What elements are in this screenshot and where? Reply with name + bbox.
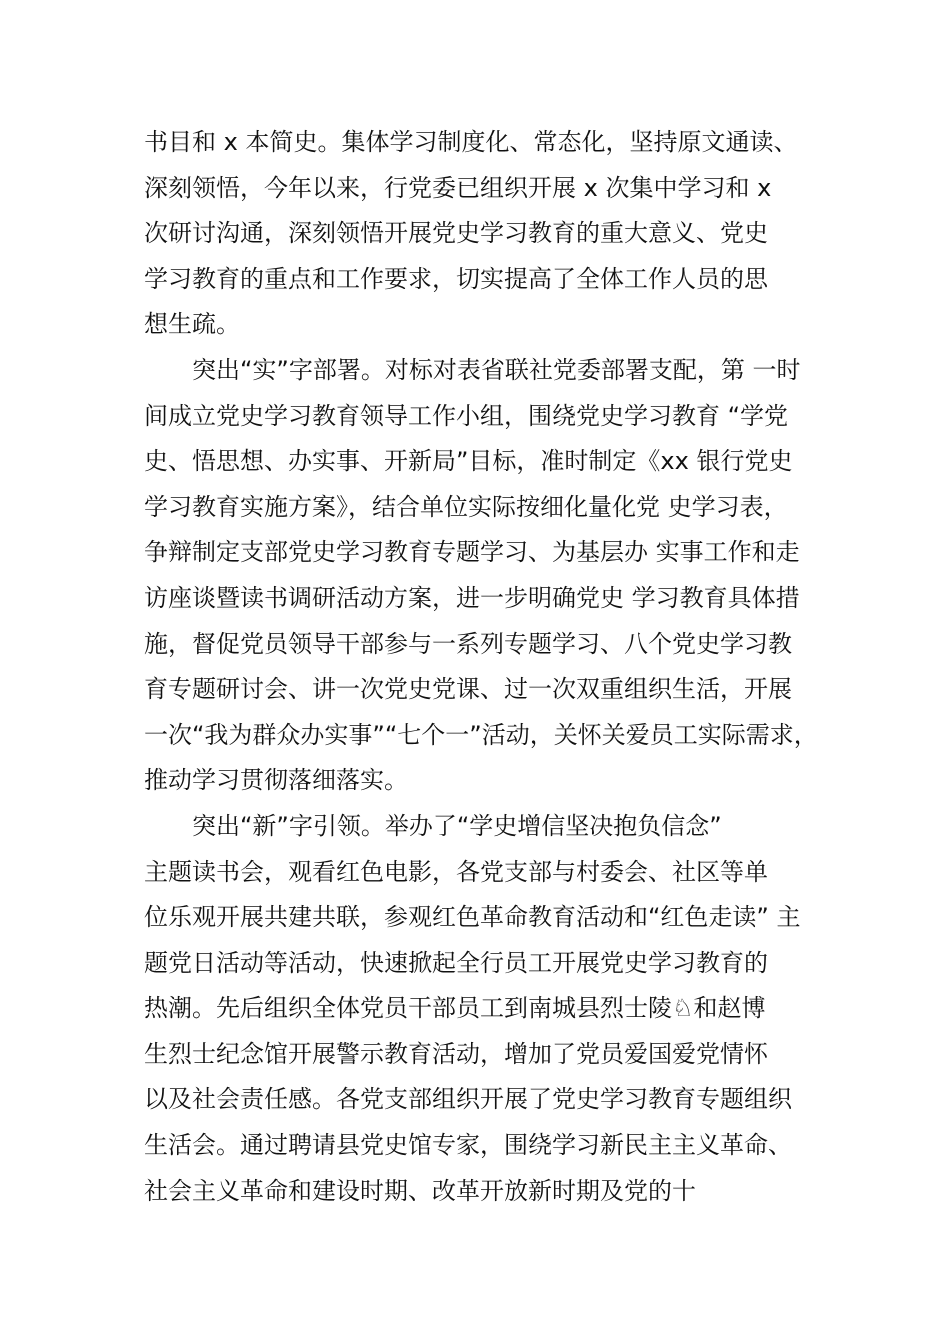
text-line: 访座谈暨读书调研活动方案，进一步明确党史 学习教育具体措 — [144, 583, 800, 612]
text-line: 学习教育的重点和工作要求，切实提高了全体工作人员的思 — [144, 264, 768, 293]
paragraph-first-line: 突出“实”字部署。对标对表省联社党委部署支配，第 一时 — [192, 355, 801, 384]
text-line: 史、悟思想、办实事、开新局”目标，准时制定《xx 银行党史 — [144, 447, 793, 476]
text-line: 书目和 x 本简史。集体学习制度化、常态化，坚持原文通读、 — [144, 128, 798, 156]
text-line: 主题读书会，观看红色电影，各党支部与村委会、社区等单 — [144, 857, 768, 886]
text-line: 题党日活动等活动，快速掀起全行员工开展党史学习教育的 — [144, 948, 768, 977]
text-line: 深刻领悟，今年以来，行党委已组织开展 x 次集中学习和 x — [144, 173, 772, 202]
text-line: 生活会。通过聘请县党史馆专家，围绕学习新民主主义革命、 — [144, 1131, 792, 1160]
text-line: 施，督促党员领导干部参与一系列专题学习、八个党史学习教 — [144, 629, 792, 658]
paragraph-first-line: 突出“新”字引领。举办了“学史增信坚决抱负信念” — [192, 811, 722, 840]
body-text — [144, 120, 844, 1214]
text-line: 想生疏。 — [144, 310, 240, 339]
text-line: 以及社会责任感。各党支部组织开展了党史学习教育专题组织 — [144, 1085, 792, 1114]
text-line: 位乐观开展共建共联，参观红色革命教育活动和“红色走读” 主 — [144, 903, 801, 932]
text-line: 社会主义革命和建设时期、改革开放新时期及党的十 — [144, 1176, 696, 1205]
text-line: 推动学习贯彻落细落实。 — [144, 766, 408, 795]
text-line: 次研讨沟通，深刻领悟开展党史学习教育的重大意义、党史 — [144, 219, 768, 248]
text-line: 争辩制定支部党史学习教育专题学习、为基层办 实事工作和走 — [144, 538, 800, 567]
text-line: 育专题研讨会、讲一次党史党课、过一次双重组织生活，开展 — [144, 675, 792, 704]
text-line: 热潮。先后组织全体党员干部员工到南城县烈士陵♘和赵博 — [144, 994, 766, 1023]
text-line: 生烈士纪念馆开展警示教育活动，增加了党员爱国爱党情怀 — [144, 1039, 768, 1068]
text-line: 间成立党史学习教育领导工作小组，围绕党史学习教育 “学党 — [144, 401, 789, 430]
text-line: 学习教育实施方案》，结合单位实际按细化量化党 史学习表， — [144, 492, 788, 521]
text-line: 一次“我为群众办实事”“七个一”活动，关怀关爱员工实际需求， — [144, 720, 818, 749]
